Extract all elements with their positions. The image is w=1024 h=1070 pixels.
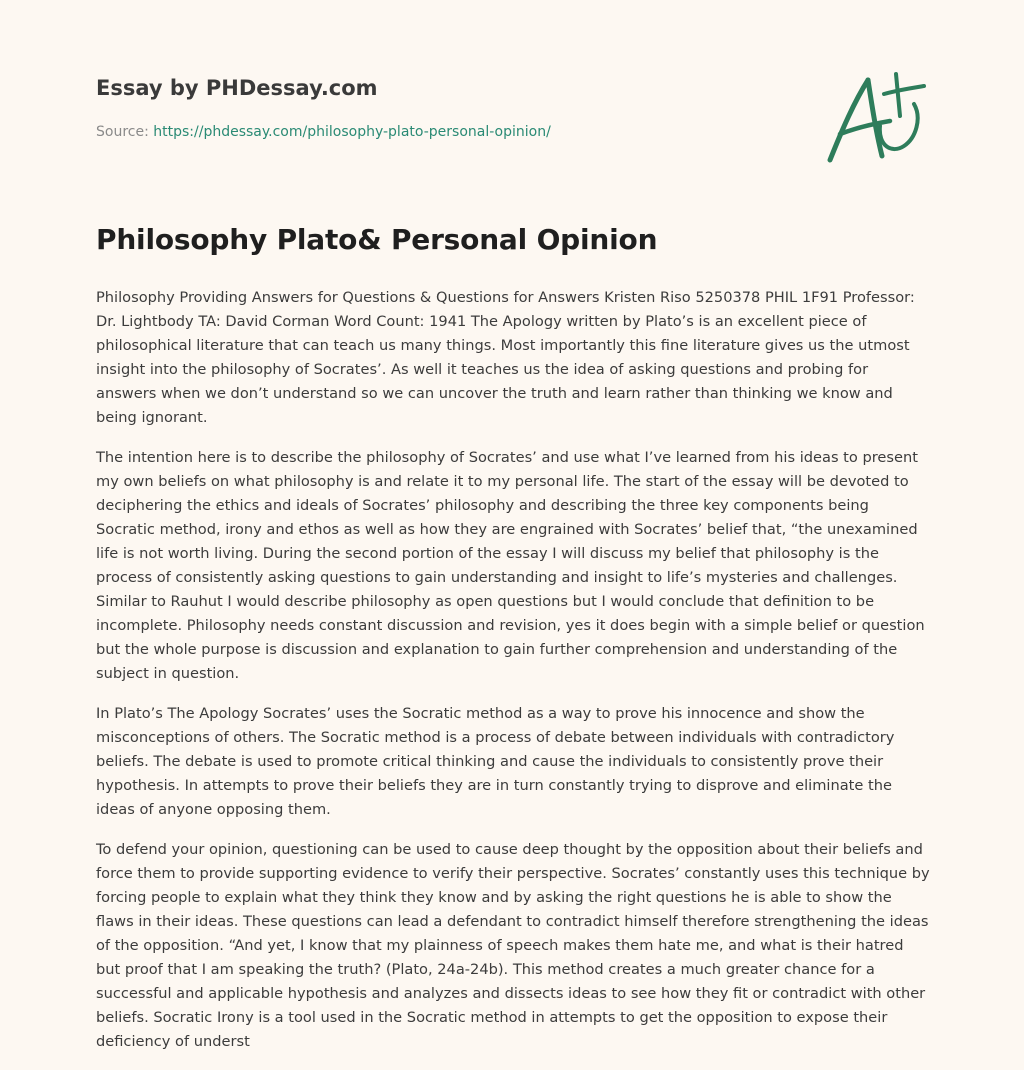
article: [96, 222, 930, 1070]
brand-title: Essay by PHDessay.com: [96, 76, 378, 100]
a-plus-grade-icon: [820, 66, 930, 166]
source-link[interactable]: https://phdessay.com/philosophy-plato-personal-opinion/: [153, 124, 551, 140]
article-title: Philosophy Plato& Personal Opinion: [96, 223, 658, 256]
site-header: [96, 76, 926, 140]
paragraph-2: The intention here is to describe the philosophy of Socrates’ and use what I’ve learned from his ideas to present my own beliefs on what philosophy is and relate it to my personal life. The start of the essay will be devoted to deciphering the ethics and ideals of Socrates’ philosophy and describing the three key components being Socratic method, irony and ethos as well as how they are engrained with Socrates’ belief that, “the unexamined life is not worth living. During the second portion of the essay I will discuss my belief that philosophy is the process of consistently asking questions to gain understanding and insight to life’s mysteries and challenges. Similar to Rauhut I would describe philosophy as open questions but I would conclude that definition to be incomplete. Philosophy needs constant discussion and revision, yes it does begin with a simple belief or question but the whole purpose is discussion and explanation to gain further comprehension and understanding of the subject in question.: [96, 449, 925, 683]
paragraph-3: In Plato’s The Apology Socrates’ uses the Socratic method as a way to prove his innocence and show the misconceptions of others. The Socratic method is a process of debate between individuals with contradictory beliefs. The debate is used to promote critical thinking and cause the individuals to consistently prove their hypothesis. In attempts to prove their beliefs they are in turn constantly trying to disprove and eliminate the ideas of anyone opposing them.: [96, 705, 895, 819]
source-line: [96, 124, 551, 140]
source-label: Source:: [96, 124, 149, 140]
paragraph-4: To defend your opinion, questioning can be used to cause deep thought by the opposition about their beliefs and force them to provide supporting evidence to verify their perspective. Socrates’ constantly uses this technique by forcing people to explain what they think they know and by asking the right questions he is able to show the flaws in their ideas. These questions can lead a defendant to contradict himself therefore strengthening the ideas of the opposition. “And yet, I know that my plainness of speech makes them hate me, and what is their hatred but proof that I am speaking the truth? (Plato, 24a-24b). This method creates a much greater chance for a successful and applicable hypothesis and analyzes and dissects ideas to see how they fit or contradict with other beliefs. Socratic Irony is a tool used in the Socratic method in attempts to get the opposition to expose their deficiency of underst: [96, 841, 930, 1051]
paragraph-1: Philosophy Providing Answers for Questions & Questions for Answers Kristen Riso 5250378 PHIL 1F91 Professor: Dr. Lightbody TA: David Corman Word Count: 1941 The Apology written by Plato’s is an excellent piece of philosophical literature that can teach us many things. Most importantly this fine literature gives us the utmost insight into the philosophy of Socrates’. As well it teaches us the idea of asking questions and probing for answers when we don’t understand so we can uncover the truth and learn rather than thinking we know and being ignorant.: [96, 289, 915, 427]
